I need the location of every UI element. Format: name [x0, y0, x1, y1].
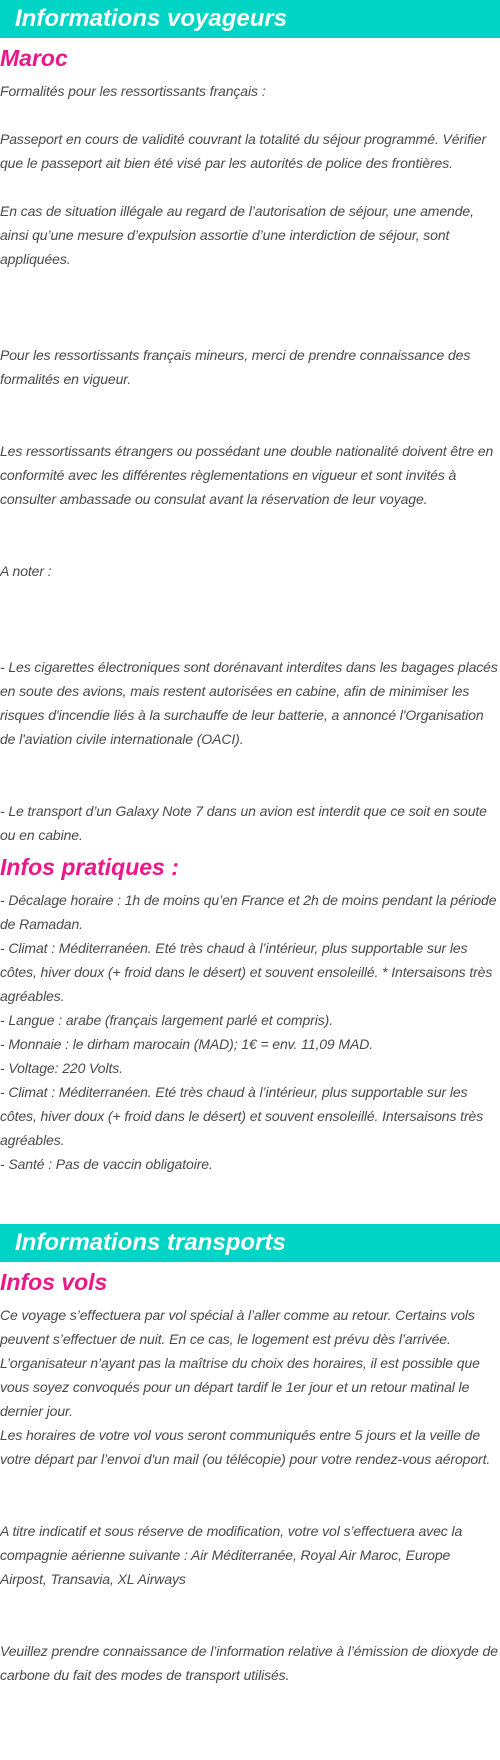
section-banner-transports: Informations transports	[0, 1224, 500, 1262]
list-item: - Décalage horaire : 1h de moins qu’en France et 2h de moins pendant la période de Ramadan.	[0, 892, 497, 932]
list-item: - Monnaie : le dirham marocain (MAD); 1€ = env. 11,09 MAD.	[0, 1036, 374, 1052]
spacer	[0, 175, 500, 199]
spacer	[0, 103, 500, 127]
paragraph-passeport: Passeport en cours de validité couvrant la totalité du séjour programmé. Vérifier que le passeport ait bien été visé par les autorités de police des frontières.	[0, 131, 487, 171]
spacer	[0, 511, 500, 559]
spacer	[0, 583, 500, 655]
paragraph-situation-illegale: En cas de situation illégale au regard de l’autorisation de séjour, une amende, ainsi qu’une mesure d’expulsion assortie d’une interdiction de séjour, sont appliquées.	[0, 203, 474, 267]
paragraph-compagnies: A titre indicatif et sous réserve de modification, votre vol s’effectuera avec la compagnie aérienne suivante : Air Méditerranée, Royal Air Maroc, Europe Airpost, Transavia, XL Airways	[0, 1523, 463, 1587]
paragraph-galaxy: - Le transport d’un Galaxy Note 7 dans un avion est interdit que ce soit en soute ou en cabine.	[0, 803, 487, 843]
list-item: - Langue : arabe (français largement parlé et compris).	[0, 1012, 333, 1028]
list-item: - Climat : Méditerranéen. Eté très chaud à l’intérieur, plus supportable sur les côtes, hiver doux (+ froid dans le désert) et souvent ensoleillé. * Intersaisons très agréables.	[0, 940, 493, 1004]
list-item: - Santé : Pas de vaccin obligatoire.	[0, 1156, 213, 1172]
heading-infos-pratiques: Infos pratiques :	[0, 854, 179, 880]
spacer	[0, 271, 500, 343]
paragraph-co2: Veuillez prendre connaissance de l’information relative à l’émission de dioxyde de carbone du fait des modes de transport utilisés.	[0, 1643, 498, 1683]
paragraph-etrangers: Les ressortissants étrangers ou possédant une double nationalité doivent être en conformité avec les différentes règlementations en vigueur et sont invités à consulter ambassade ou consulat avant la réservation de leur voyage.	[0, 443, 494, 507]
paragraph-horaires: Les horaires de votre vol vous seront communiqués entre 5 jours et la veille de votre départ par l’envoi d'un mail (ou télécopie) pour votre rendez-vous aéroport.	[0, 1427, 491, 1467]
paragraph-mineurs: Pour les ressortissants français mineurs, merci de prendre connaissance des formalités en vigueur.	[0, 347, 471, 387]
infos-pratiques-list	[0, 888, 500, 1176]
spacer	[0, 1176, 500, 1224]
spacer	[0, 1471, 500, 1519]
list-item: - Voltage: 220 Volts.	[0, 1060, 123, 1076]
spacer	[0, 1591, 500, 1639]
paragraph-a-noter: A noter :	[0, 563, 52, 579]
paragraph-cigarettes: - Les cigarettes électroniques sont dorénavant interdites dans les bagages placés en soute des avions, mais restent autorisées en cabine, afin de minimiser les risques d'incendie liés à la surchauffe de leur batterie, a annoncé l'Organisation de l'aviation civile internationale (OACI).	[0, 659, 498, 747]
section-banner-voyageurs: Informations voyageurs	[0, 0, 500, 38]
paragraph-vol-special: Ce voyage s’effectuera par vol spécial à l’aller comme au retour. Certains vols peuvent s’effectuer de nuit. En ce cas, le logement est prévu dès l’arrivée. L’organisateur n’ayant pas la maîtrise du choix des horaires, il est possible que vous soyez convoqués pour un départ tardif le 1er jour et un retour matinal le dernier jour.	[0, 1307, 480, 1419]
spacer	[0, 751, 500, 799]
heading-maroc: Maroc	[0, 45, 68, 71]
heading-infos-vols: Infos vols	[0, 1269, 108, 1295]
formalites-title: Formalités pour les ressortissants français :	[0, 83, 266, 99]
spacer	[0, 391, 500, 439]
list-item: - Climat : Méditerranéen. Eté très chaud à l’intérieur, plus supportable sur les côtes, hiver doux (+ froid dans le désert) et souvent ensoleillé. Intersaisons très agréables.	[0, 1084, 484, 1148]
